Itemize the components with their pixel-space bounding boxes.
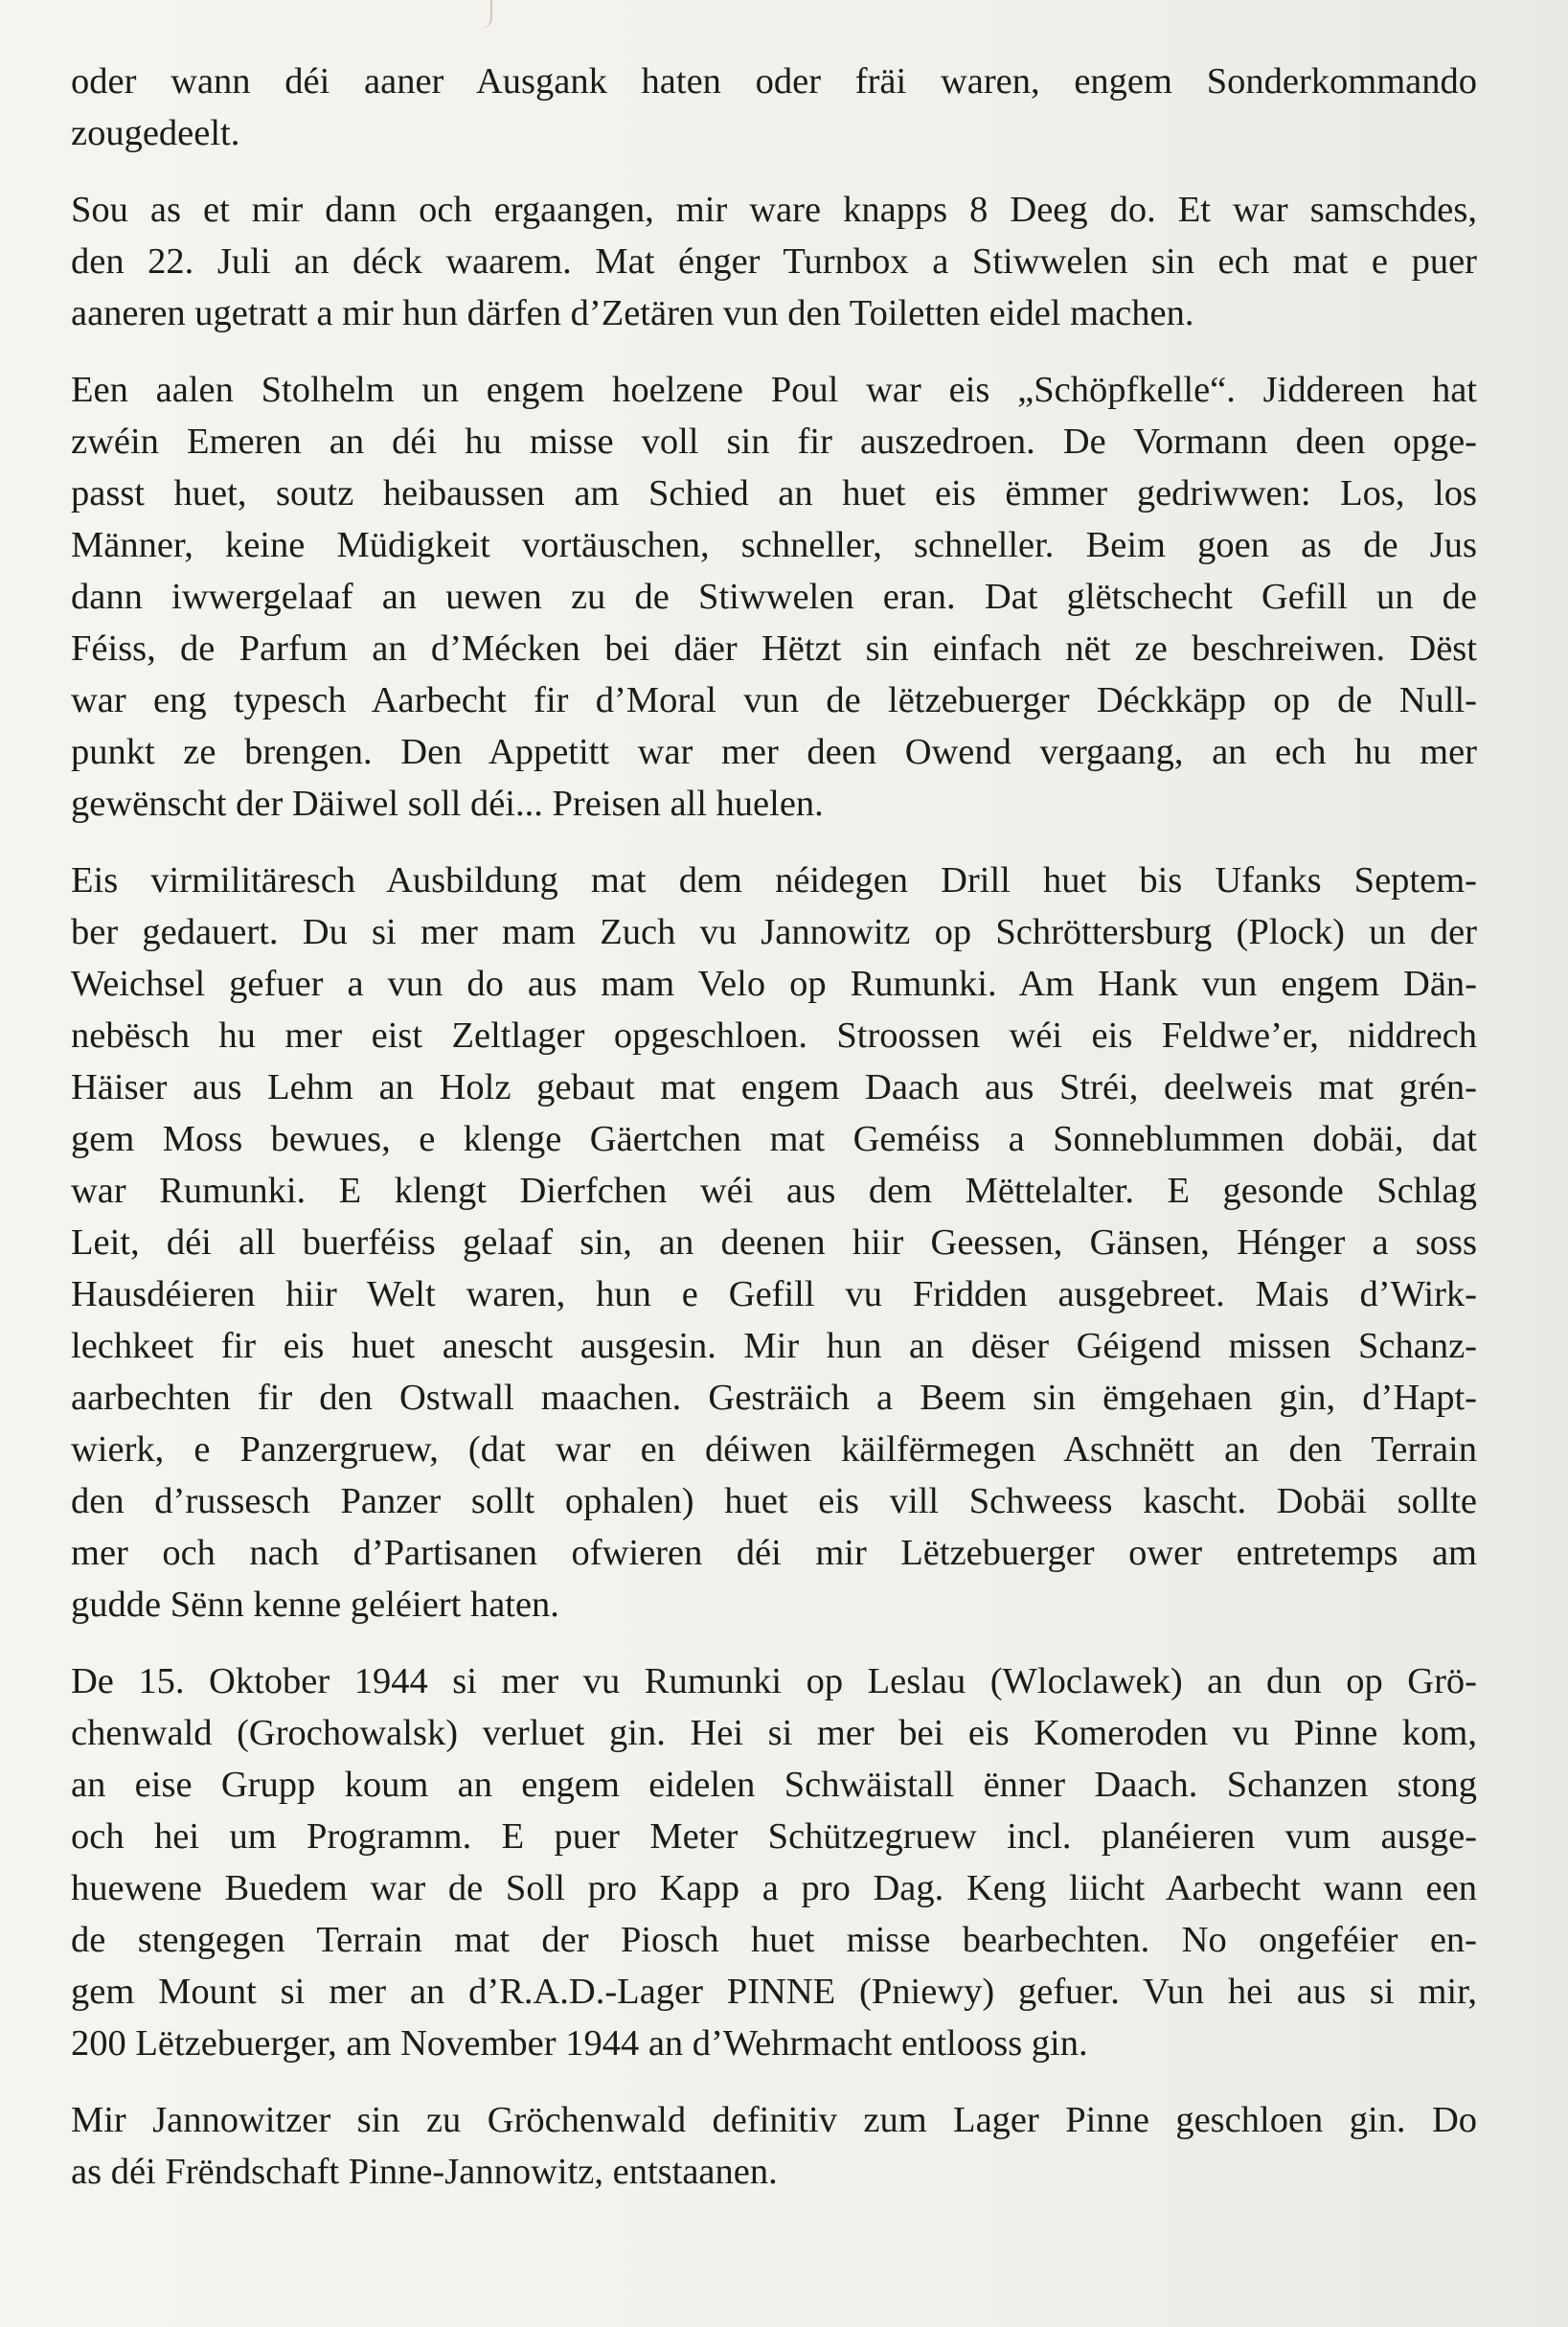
text-line: och hei um Programm. E puer Meter Schützegruew incl. planéieren vum ausge- [71,1816,1477,1857]
text-line: Een aalen Stolhelm un engem hoelzene Poul war eis „Schöpfkelle“. Jiddereen hat [71,370,1477,410]
text-line: oder wann déi aaner Ausgank haten oder fräi waren, engem Sonderkommando [71,61,1477,102]
text-line: aaneren ugetratt a mir hun därfen d’Zetären vun den Toiletten eidel machen. [71,293,1194,333]
text-line: mer och nach d’Partisanen ofwieren déi mir Lëtzebuerger ower entretemps am [71,1533,1477,1573]
text-line: Sou as et mir dann och ergaangen, mir ware knapps 8 Deeg do. Et war samschdes, [71,190,1477,230]
text-line: Leit, déi all buerféiss gelaaf sin, an deenen hiir Geessen, Gänsen, Hénger a soss [71,1222,1477,1263]
text-line: Weichsel gefuer a vun do aus mam Velo op Rumunki. Am Hank vun engem Dän- [71,964,1477,1004]
paragraph [71,855,1477,1631]
text-line: De 15. Oktober 1944 si mer vu Rumunki op Leslau (Wloclawek) an dun op Grö- [71,1661,1477,1701]
text-line: lechkeet fir eis huet anescht ausgesin. Mir hun an dëser Géigend missen Schanz- [71,1326,1477,1366]
text-line: de stengegen Terrain mat der Piosch huet misse bearbechten. No ongeféier en- [71,1920,1477,1960]
text-line: punkt ze brengen. Den Appetitt war mer deen Owend vergaang, an ech hu mer [71,732,1477,772]
text-line: Mir Jannowitzer sin zu Gröchenwald definitiv zum Lager Pinne geschloen gin. Do [71,2100,1477,2140]
text-line: Häiser aus Lehm an Holz gebaut mat engem Daach aus Stréi, deelweis mat grén- [71,1067,1477,1107]
text-line: den d’russesch Panzer sollt ophalen) huet eis vill Schweess kascht. Dobäi sollte [71,1481,1477,1521]
text-line: ber gedauert. Du si mer mam Zuch vu Jannowitz op Schröttersburg (Plock) un der [71,912,1477,952]
paragraph [71,56,1477,159]
text-line: gem Mount si mer an d’R.A.D.-Lager PINNE (Pniewy) gefuer. Vun hei aus si mir, [71,1972,1477,2012]
text-line: Hausdéieren hiir Welt waren, hun e Gefill vu Fridden ausgebreet. Mais d’Wirk- [71,1274,1477,1314]
text-line: gewënscht der Däiwel soll déi... Preisen all huelen. [71,784,824,824]
paragraph [71,2094,1477,2198]
text-line: Männer, keine Müdigkeit vortäuschen, schneller, schneller. Beim goen as de Jus [71,525,1477,565]
body-text [71,56,1477,2223]
text-line: huewene Buedem war de Soll pro Kapp a pro Dag. Keng liicht Aarbecht wann een [71,1868,1477,1908]
page-edge-mark [477,0,492,29]
text-line: wierk, e Panzergruew, (dat war en déiwen käilfërmegen Aschnëtt an den Terrain [71,1429,1477,1470]
paragraph [71,184,1477,339]
text-line: an eise Grupp koum an engem eidelen Schwäistall ënner Daach. Schanzen stong [71,1765,1477,1805]
text-line: nebësch hu mer eist Zeltlager opgeschloen. Stroossen wéi eis Feldwe’er, niddrech [71,1015,1477,1056]
text-line: zwéin Emeren an déi hu misse voll sin fir auszedroen. De Vormann deen opge- [71,422,1477,462]
text-line: gudde Sënn kenne geléiert haten. [71,1585,559,1625]
text-line: zougedeelt. [71,113,240,153]
text-line: war Rumunki. E klengt Dierfchen wéi aus dem Mëttelalter. E gesonde Schlag [71,1171,1477,1211]
text-line: gem Moss bewues, e klenge Gäertchen mat Geméiss a Sonneblummen dobäi, dat [71,1119,1477,1159]
paragraph [71,364,1477,830]
paragraph [71,1655,1477,2069]
text-line: Eis virmilitäresch Ausbildung mat dem néidegen Drill huet bis Ufanks Septem- [71,860,1477,901]
text-line: aarbechten fir den Ostwall maachen. Gesträich a Beem sin ëmgehaen gin, d’Hapt- [71,1378,1477,1418]
text-line: dann iwwergelaaf an uewen zu de Stiwwelen eran. Dat glëtschecht Gefill un de [71,577,1477,617]
text-line: passt huet, soutz heibaussen am Schied an huet eis ëmmer gedriwwen: Los, los [71,473,1477,513]
text-line: as déi Frëndschaft Pinne-Jannowitz, entstaanen. [71,2152,778,2192]
text-line: 200 Lëtzebuerger, am November 1944 an d’Wehrmacht entlooss gin. [71,2023,1088,2064]
text-line: den 22. Juli an déck waarem. Mat énger Turnbox a Stiwwelen sin ech mat e puer [71,241,1477,282]
text-line: Féiss, de Parfum an d’Mécken bei däer Hëtzt sin einfach nët ze beschreiwen. Dëst [71,628,1477,669]
text-line: war eng typesch Aarbecht fir d’Moral vun de lëtzebuerger Déckkäpp op de Null- [71,680,1477,720]
text-line: chenwald (Grochowalsk) verluet gin. Hei si mer bei eis Komeroden vu Pinne kom, [71,1713,1477,1753]
